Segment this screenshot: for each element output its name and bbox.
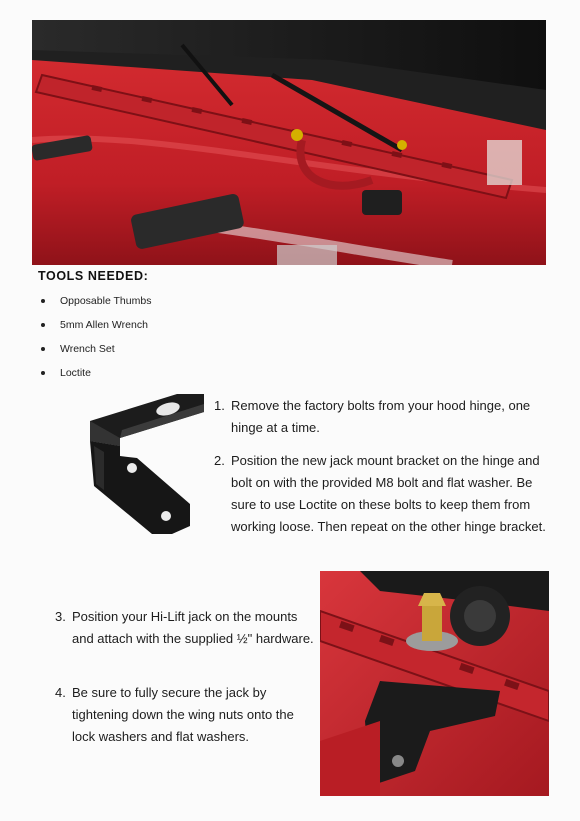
tool-item: Wrench Set [38, 340, 151, 364]
jack-mount-bracket-image [82, 386, 208, 536]
tool-item: 5mm Allen Wrench [38, 316, 151, 340]
step-number: 1. [214, 398, 225, 413]
tools-list [38, 292, 151, 388]
step-text: Remove the factory bolts from your hood hinge, one hinge at a time. [231, 398, 531, 435]
tools-needed-heading: TOOLS NEEDED: [38, 269, 149, 283]
instruction-step-2 [214, 450, 549, 538]
step-number: 3. [55, 609, 66, 624]
tool-item: Loctite [38, 364, 151, 388]
instruction-step-3 [55, 606, 315, 650]
step-text: Position your Hi-Lift jack on the mounts and attach with the supplied ½" hardware. [72, 609, 314, 646]
step-number: 4. [55, 685, 66, 700]
instruction-step-4 [55, 682, 315, 748]
tool-item: Opposable Thumbs [38, 292, 151, 316]
instruction-step-1 [214, 395, 549, 439]
step-text: Be sure to fully secure the jack by tightening down the wing nuts onto the lock washers and flat washers. [72, 685, 294, 744]
step-number: 2. [214, 453, 225, 468]
hood-jack-photo [32, 20, 546, 265]
step-text: Position the new jack mount bracket on the hinge and bolt on with the provided M8 bolt and flat washer. Be sure to use Loctite on these bolts to keep them from working loose. Then repeat on the other hinge bracket. [231, 453, 546, 534]
wing-nut-detail-photo [320, 571, 549, 796]
